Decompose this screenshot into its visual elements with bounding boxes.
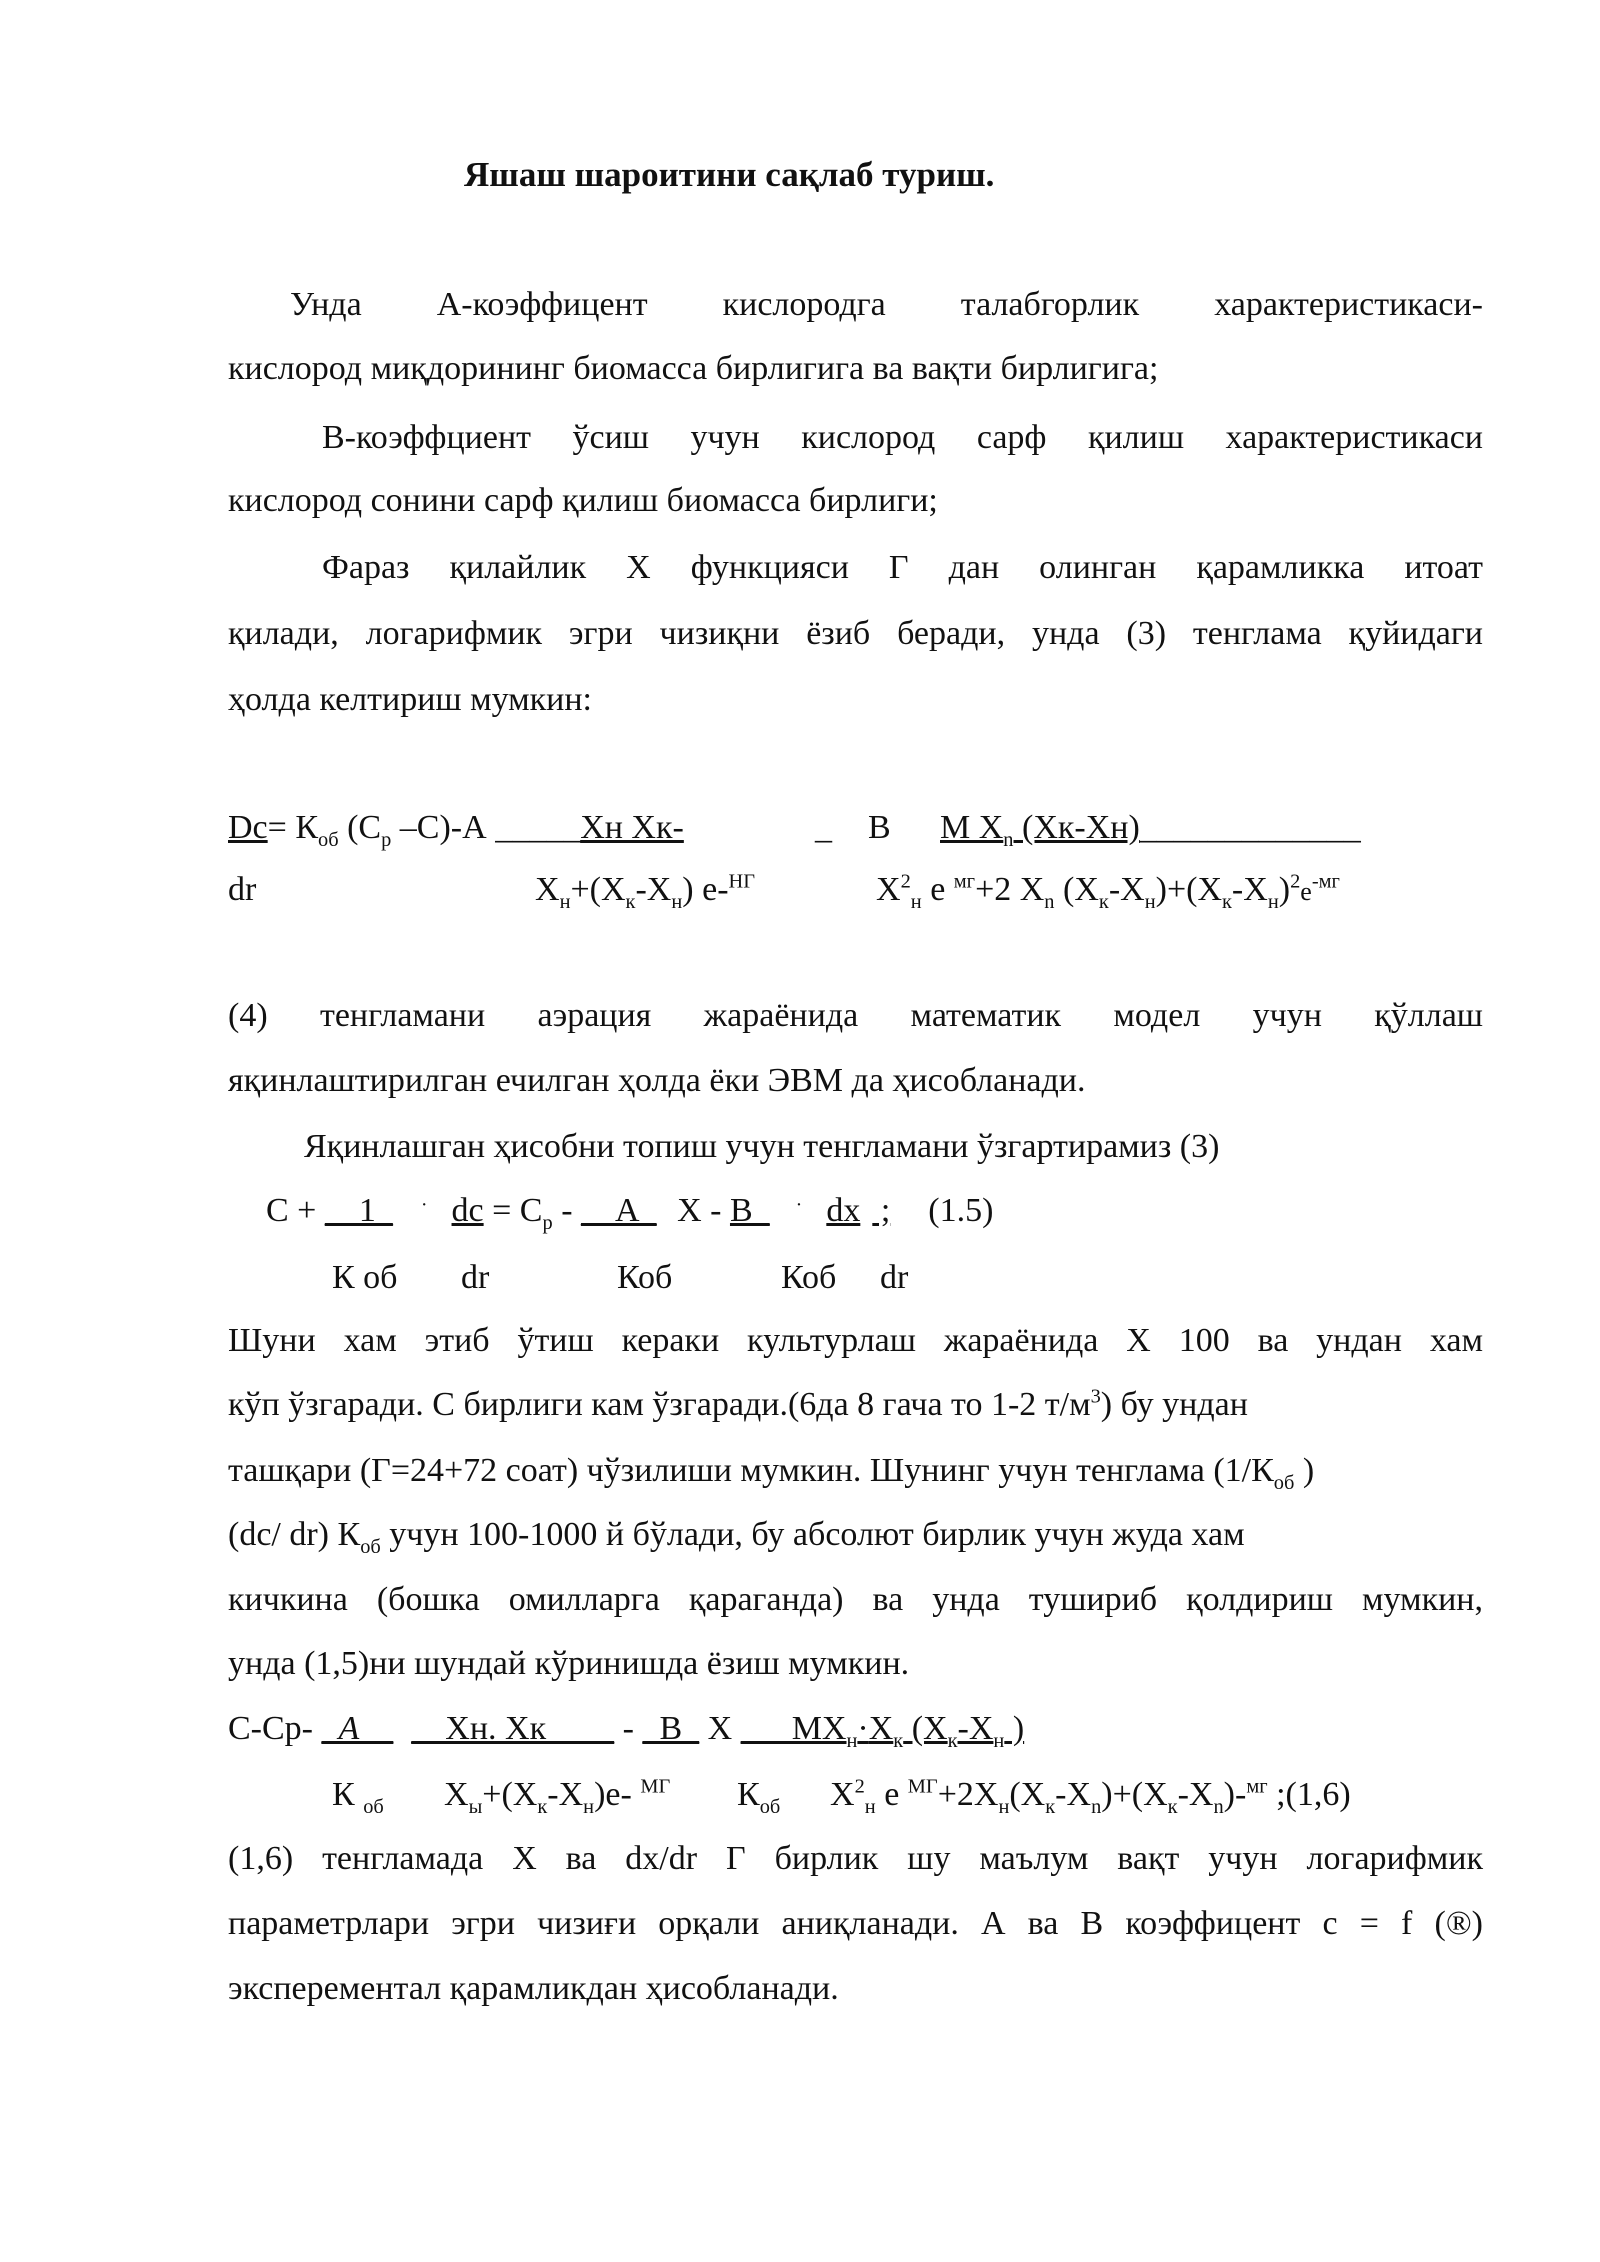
paragraph-line: ташқари (Г=24+72 соат) чўзилиши мумкин. Шунинг учун тенглама ($1/К_{об}$ ) xyxy=(228,1452,1315,1494)
equation-3-kob: К $_{об}$ xyxy=(332,1776,384,1818)
equation-1-denominator-1: $Х_н+(Х_к-Х_н)$ е-$^{НГ}$ xyxy=(535,870,756,913)
equation-1-dash: _ xyxy=(815,809,832,846)
paragraph-line: ҳолда келтириш мумкин: xyxy=(228,681,593,718)
equation-3-numerator: С-Ср- _А__ __Хн. Хк____ - _В_ Х $\_\_\_МХ_н\cdot Х_к$ ($Х_к-Х_н$ ) xyxy=(228,1710,1025,1752)
paragraph-line: кислород миқдорининг биомасса бирлигига ва вақти бирлигига; xyxy=(228,350,1159,387)
paragraph-line: кислород сонини сарф қилиш биомасса бирлиги; xyxy=(228,482,938,519)
paragraph-line: кичкина (бошка омилларга қараганда) ва унда тушириб қолдириш мумкин, xyxy=(228,1581,1483,1618)
equation-1-mxn: М $Х_n$ (Хк-Хн)_____________ xyxy=(940,809,1361,851)
paragraph-line: (4) тенгламани аэрация жараёнида математик модел учун қўллаш xyxy=(228,997,1483,1034)
equation-2-dr: dr xyxy=(461,1259,490,1296)
equation-3-kob2: $К_{об}$ xyxy=(737,1776,781,1818)
equation-2-dr2: dr xyxy=(880,1259,909,1296)
paragraph-line: яқинлаштирилган ечилган ҳолда ёки ЭВМ да ҳисобланади. xyxy=(228,1062,1086,1099)
paragraph-line: қилади, логарифмик эгри чизиқни ёзиб беради, унда (3) тенглама қуйидаги xyxy=(228,615,1483,652)
paragraph-line: (1,6) тенгламада Х ва dx/dr Г бирлик шу маълум вақт учун логарифмик xyxy=(228,1840,1483,1877)
page-title: Яшаш шароитини сақлаб туриш. xyxy=(464,155,995,194)
equation-2-kob2: Коб xyxy=(617,1259,673,1296)
equation-2-kob3: Коб xyxy=(781,1259,837,1296)
equation-2-line: С + __1_ · dc = $С_р$ - __А_ Х - В_ · dx ; (1.5) xyxy=(266,1192,994,1234)
paragraph-line: Унда А-коэффицент кислородга талабгорлик характеристикаси- xyxy=(290,286,1483,323)
paragraph-line: Шуни хам этиб ўтиш кераки культурлаш жараёнида Х 100 ва ундан хам xyxy=(228,1322,1483,1359)
equation-1-numerator: $Dc= К_{об}$ ($С_р$ –С)-А _____Хн Хк- xyxy=(228,809,684,851)
equation-2-kob: К об xyxy=(332,1259,398,1296)
equation-1-denominator-2: $Х^2_н$ е $^{мг}$+2 $Х_n$ $(Х_к-Х_н)+(Х_к-Х_н)^2е^{-мг}$ xyxy=(876,870,1340,913)
paragraph-line: Фараз қилайлик Х функцияси Г дан олинган қарамликка итоат xyxy=(322,549,1483,586)
paragraph-line: эксперементал қарамликдан ҳисобланади. xyxy=(228,1970,839,2007)
paragraph-line: (dc/ dr) $К_{об}$ учун 100-1000 й бўлади, бу абсолют бирлик учун жуда хам xyxy=(228,1516,1245,1558)
paragraph-line: кўп ўзгаради. С бирлиги кам ўзгаради.(6да 8 гача то 1-2 $т/м^3$) бу ундан xyxy=(228,1385,1248,1423)
equation-1-b: В xyxy=(868,809,891,846)
equation-1-dr: dr xyxy=(228,871,257,908)
equation-3-denominator-1: $Х_ы+(Х_к-Х_н)е-$ $^{МГ}$ xyxy=(444,1775,671,1818)
paragraph-line: параметрлари эгри чизиғи орқали аниқланади. А ва В коэффицент с = f (®) xyxy=(228,1905,1483,1942)
paragraph-line: Яқинлашган ҳисобни топиш учун тенгламани ўзгартирамиз (3) xyxy=(304,1128,1220,1165)
paragraph-line: В-коэффциент ўсиш учун кислород сарф қилиш характеристикаси xyxy=(322,419,1483,456)
paragraph-line: унда (1,5)ни шундай кўринишда ёзиш мумкин. xyxy=(228,1645,910,1682)
equation-3-denominator-2: $Х^2_н$ е $^{МГ}+2Х_н(Х_к-Х_n)+(Х_к-Х_n)-^{мг}$ ;(1,6) xyxy=(830,1775,1351,1818)
